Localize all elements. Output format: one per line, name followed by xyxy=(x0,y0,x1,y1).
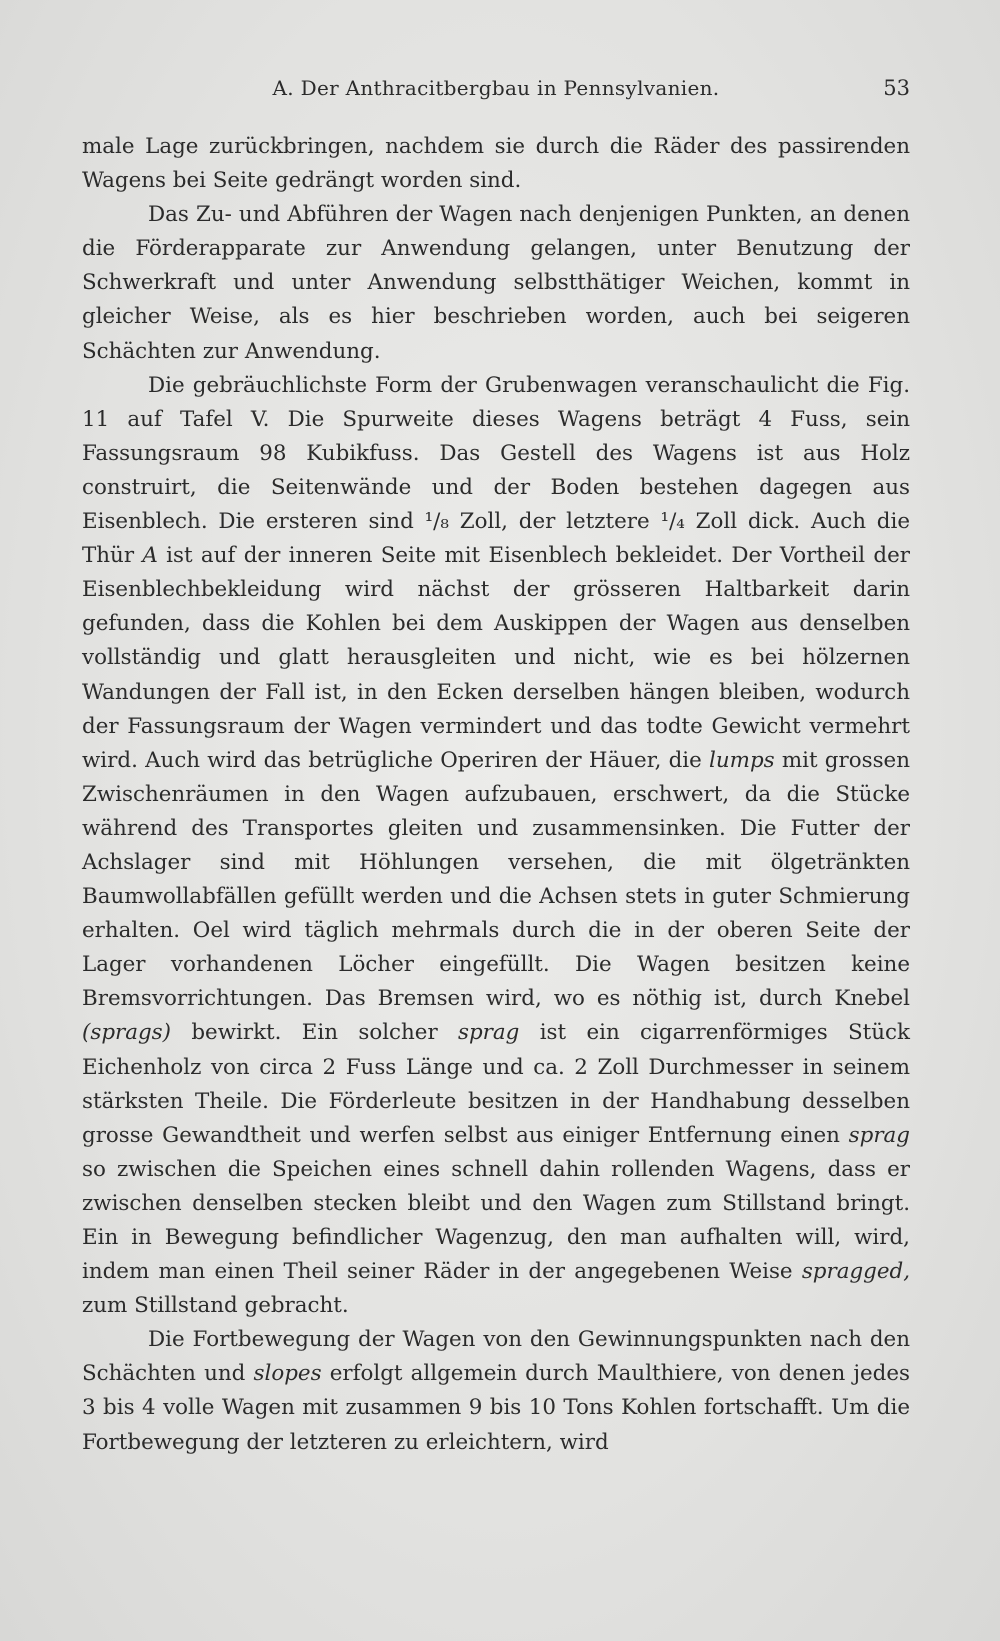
text-run: mit grossen Zwischenräumen in den Wagen aufzubauen, erschwert, da die Stücke während des Transportes gleiten und zusammensinken. Die Futter der Achslager sind mit Höhlungen versehen, die mit ölgetränkten Baumwollabfällen gefüllt werden und die Achsen stets in guter Schmierung erhalten. Oel wird täglich mehrmals durch die in der oberen Seite der Lager vorhandenen Löcher eingefüllt. Die Wagen besitzen keine Bremsvorrichtungen. Das Bremsen wird, wo es nöthig ist, durch Knebel xyxy=(82,747,910,1012)
paragraph xyxy=(82,198,910,368)
text-run: Die Fortbewegung der Wagen von den Gewinnungspunkten nach den Schächten und xyxy=(82,1327,910,1387)
text-run: ist ein cigarrenförmiges Stück Eichenholz von circa 2 Fuss Länge und ca. 2 Zoll Durchmesser in seinem stärksten Theile. Die Förderleute besitzen in der Handhabung desselben grosse Gewandtheit und werfen selbst aus einiger Entfernung einen xyxy=(82,1020,910,1148)
text-run: erfolgt allgemein durch Maulthiere, von denen jedes 3 bis 4 volle Wagen mit zusammen 9 bis 10 Tons Kohlen fortschafft. Um die Fortbewegung der letzteren zu erleichtern, wird xyxy=(82,1361,910,1455)
italic-term: spragged, xyxy=(801,1259,910,1285)
italic-term: lumps xyxy=(709,747,775,773)
text-run: Das Zu- und Abführen der Wagen nach denjenigen Punkten, an denen die Förderapparate zur Anwendung gelangen, unter Benutzung der Schwerkraft und unter Anwendung selbstthätiger Weichen, kommt in gleicher Weise, als es hier beschrieben worden, auch bei seigeren Schächten zur Anwendung. xyxy=(82,202,910,364)
italic-term: sprag xyxy=(848,1122,910,1148)
paragraph xyxy=(82,130,910,198)
italic-term: sprag xyxy=(458,1020,520,1046)
page-header xyxy=(82,76,910,108)
italic-term: slopes xyxy=(253,1361,322,1387)
paragraph xyxy=(82,369,910,1324)
italic-term: (sprags) xyxy=(82,1020,172,1046)
running-title: A. Der Anthracitbergbau in Pennsylvanien. xyxy=(272,76,720,100)
text-run: male Lage zurückbringen, nachdem sie durch die Räder des passirenden Wagens bei Seite gedrängt worden sind. xyxy=(82,134,910,194)
text-run: so zwischen die Speichen eines schnell dahin rollenden Wagens, dass er zwischen denselben stecken bleibt und den Wagen zum Stillstand bringt. Ein in Bewegung befindlicher Wagenzug, den man aufhalten will, wird, indem man einen Theil seiner Räder in der angegebenen Weise xyxy=(82,1156,910,1285)
text-run: ist auf der inneren Seite mit Eisenblech bekleidet. Der Vortheil der Eisenblechbekleidung wird nächst der grösseren Haltbarkeit darin gefunden, dass die Kohlen bei dem Auskippen der Wagen aus denselben vollständig und glatt herausgleiten und nicht, wie es bei hölzernen Wandungen der Fall ist, in den Ecken derselben hängen bleiben, wodurch der Fassungsraum der Wagen vermindert und das todte Gewicht vermehrt wird. Auch wird das betrügliche Operiren der Häuer, die xyxy=(82,543,910,773)
italic-term: A xyxy=(142,543,158,569)
body-text xyxy=(82,130,910,1460)
text-run: zum Stillstand gebracht. xyxy=(82,1293,349,1319)
page-number: 53 xyxy=(883,76,910,100)
text-run: bewirkt. Ein solcher xyxy=(171,1020,459,1046)
paragraph xyxy=(82,1323,910,1459)
text-run: Die gebräuchlichste Form der Grubenwagen veranschaulicht die Fig. 11 auf Tafel V. Die Spurweite dieses Wagens beträgt 4 Fuss, sein Fassungsraum 98 Kubikfuss. Das Gestell des Wagens ist aus Holz construirt, die Seitenwände und der Boden bestehen dagegen aus Eisenblech. Die ersteren sind ¹/₈ Zoll, der letztere ¹/₄ Zoll dick. Auch die Thür xyxy=(82,372,910,569)
